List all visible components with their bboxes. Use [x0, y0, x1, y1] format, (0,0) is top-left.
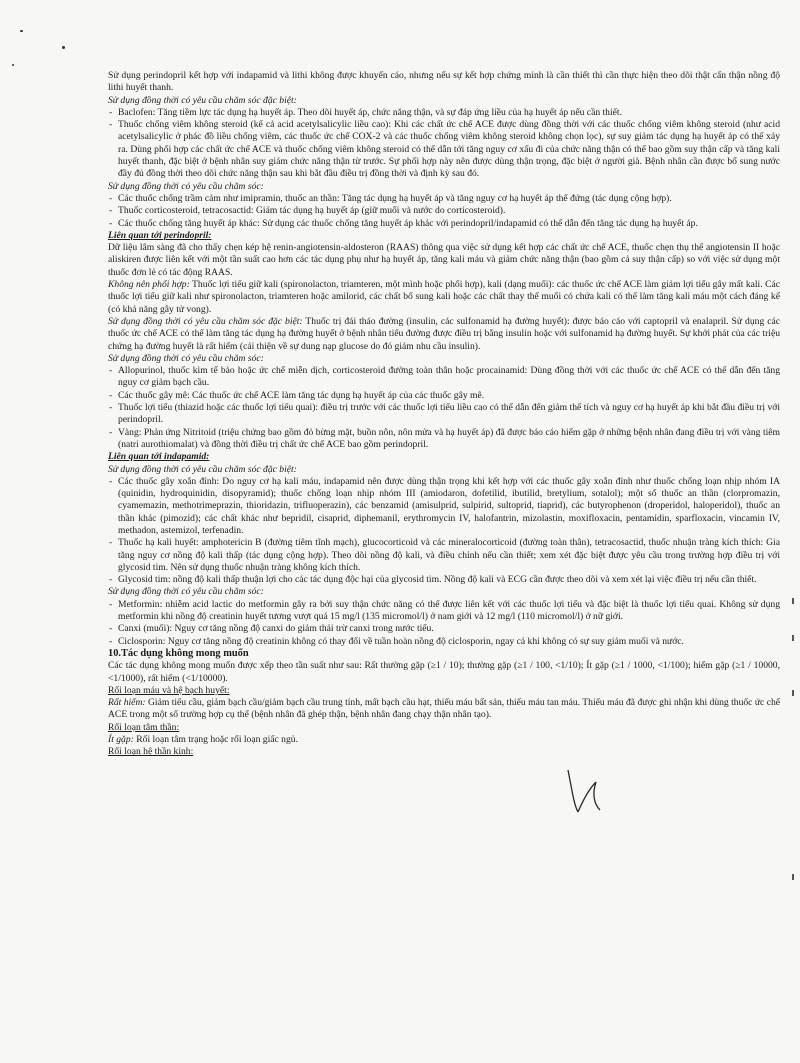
perindopril-special-care — [108, 316, 780, 353]
perindopril-not-recommended — [108, 279, 780, 316]
list-item: - Allopurinol, thuốc kìm tế bào hoặc ức chế miễn dịch, corticosteroid đường toàn thân hoặc procainamid: Dùng đồng thời với các thuốc ức chế ACE có thể dẫn đến tăng nguy cơ giảm bạch cầu. — [108, 365, 780, 390]
blood-disorders-body: Giảm tiểu cầu, giảm bạch cầu/giảm bạch cầu trung tính, mất bạch cầu hạt, thiếu máu bất sản, thiếu máu tan máu. Thiếu máu đã được ghi nhận khi dùng thuốc ức chế ACE trong một số trường hợp cụ thể (bệnh nhân đã ghép thận, bệnh nhân đang chạy thận nhân tạo). — [108, 697, 781, 721]
list-item: - Canxi (muối): Nguy cơ tăng nồng độ canxi do giảm thải trừ canxi trong nước tiểu. — [108, 623, 780, 635]
list-item: - Glycosid tim: nồng độ kali thấp thuận lợi cho các tác dụng độc hại của glycosid tim. Nồng độ kali và ECG cần được theo dõi và xem xét lại việc điều trị nếu cần thiết. — [108, 574, 780, 586]
psychiatric-disorders-title: Rối loạn tâm thần: — [108, 721, 180, 733]
subheading-special-care: Sử dụng đồng thời có yêu cầu chăm sóc đặc biệt: — [108, 463, 297, 475]
perindopril-care-list — [108, 365, 780, 451]
subheading-special-care: Sử dụng đồng thời có yêu cầu chăm sóc đặc biệt: — [108, 94, 297, 106]
intro-care-list — [108, 193, 780, 230]
list-item: - Thuốc chống viêm không steroid (kể cả acid acetylsalicylic liều cao): Khi các chất ức chế ACE được dùng đồng thời với các thuốc chống viêm không steroid (như acid acetylsalicylic ở phác đồ liều chống viêm, các thuốc ức chế COX-2 và các thuốc chống viêm không steroid không chọn lọc), sự suy giảm tác dụng hạ huyết áp có thể xảy ra. Dùng phối hợp các chất ức chế ACE và thuốc chống viêm không steroid có thể dẫn tới tăng nguy cơ xấu đi của chức năng thận có thể bao gồm suy thận cấp và tăng kali huyết thanh, đặc biệt ở bệnh nhân suy giảm chức năng thận từ trước. Sự phối hợp này nên được dùng thận trọng, đặc biệt ở người già. Bệnh nhân cần được bổ sung nước đầy đủ đồng thời theo dõi chức năng thận sau khi bắt đầu điều trị đồng thời và định kỳ sau đó. — [108, 119, 780, 180]
subheading-care: Sử dụng đồng thời có yêu cầu chăm sóc: — [108, 180, 264, 192]
list-item: - Thuốc lợi tiểu (thiazid hoặc các thuốc lợi tiểu quai): điều trị trước với các thuốc lợi tiểu liều cao có thể dẫn đến giảm thể tích và nguy cơ hạ huyết áp khi bắt đầu điều trị với perindopril. — [108, 402, 780, 427]
list-item: - Các thuốc gây xoắn đỉnh: Do nguy cơ hạ kali máu, indapamid nên được dùng thận trọng khi kết hợp với các thuốc gây xoắn đỉnh như thuốc chống loạn nhịp nhóm IA (quinidin, hydroquinidin, disopyramid); thuốc chống loạn nhịp nhóm III (amiodaron, dofetilid, ibutilid, bretylium, sotalol); một số thuốc an thần (clorpromazin, cyamemazin, methotrimeprazin, thioridazin, trifluoperazin), các benzamid (amisulprid, sulpirid, sultoprid, tiaprid), các butyrophenon (droperidol, haloperidol), thuốc an thần khác (pimozid); các chất khác như bepridil, cisaprid, diphemanil, erythromycin IV, halofantrin, mizolastin, moxifloxacin, pentamidin, sparfloxacin, vincamin IV, methadon, astemizol, terfenadin. — [108, 476, 780, 537]
indapamid-special-care-list — [108, 476, 780, 587]
section-title-perindopril: Liên quan tới perindopril: — [108, 229, 212, 241]
intro-paragraph: Sử dụng perindopril kết hợp với indapamid và lithi không được khuyến cáo, nhưng nếu sự kết hợp chứng minh là cần thiết thì cần thực hiện theo dõi thật cẩn thận nồng độ lithi huyết thanh. — [108, 70, 780, 94]
scan-edge-mark — [792, 690, 794, 696]
list-item: - Metformin: nhiễm acid lactic do metformin gây ra bởi suy thận chức năng có thể được liên kết với các thuốc lợi tiểu và đặc biệt là thuốc lợi tiểu quai. Không sử dụng metformin khi nồng độ creatinin huyết tương vượt quá 15 mg/l (135 micromol/l) ở nam giới và 12 mg/l (110 micromol/l) ở nữ giới. — [108, 599, 780, 624]
text-not-recommended: Thuốc lợi tiểu giữ kali (spironolacton, triamteren, một mình hoặc phối hợp), kali (dạng muối): các thuốc ức chế ACE làm giảm lợi tiểu gây mất kali. Các thuốc lợi tiểu giữ kali như spironolacton, triamteren hoặc amilorid, các chất bổ sung kali hoặc các chất thay thế muối có chứa kali có thể làm tăng kali máu một cách đáng kể (có khả năng gây tử vong). — [108, 279, 780, 315]
list-item: - Các thuốc chống trầm cảm như imipramin, thuốc an thần: Tăng tác dụng hạ huyết áp và tăng nguy cơ hạ huyết áp thế đứng (tác dụng cộng hợp). — [108, 193, 780, 205]
list-item: - Baclofen: Tăng tiềm lực tác dụng hạ huyết áp. Theo dõi huyết áp, chức năng thận, và sự đáp ứng liều của hạ huyết áp nếu cần thiết. — [108, 107, 780, 119]
subheading-care: Sử dụng đồng thời có yêu cầu chăm sóc: — [108, 352, 264, 364]
indapamid-care-list — [108, 599, 780, 648]
scan-edge-mark — [792, 635, 794, 641]
frequency-paragraph: Các tác dụng không mong muốn được xếp theo tần suất như sau: Rất thường gặp (≥1 / 10); thường gặp (≥1 / 100, <1/10); Ít gặp (≥1 / 1000, <1/100); hiếm gặp (≥1 / 10000, <1/1000), rất hiếm (<1/10000). — [108, 660, 780, 684]
list-item: - Ciclosporin: Nguy cơ tăng nồng độ creatinin không có thay đổi về tuần hoàn nồng độ ciclosporin, ngay cả khi không có sự suy giảm muối và nước. — [108, 636, 780, 648]
list-item: - Thuốc hạ kali huyết: amphotericin B (đường tiêm tĩnh mạch), glucocorticoid và các mineralocorticoid (đường toàn thân), tetracosactid, thuốc nhuận tràng kích thích: Gia tăng nguy cơ nồng độ kali thấp (tác dụng cộng hợp). Theo dõi nồng độ kali, và điều chỉnh nếu cần thiết; xem xét đặc biệt được yêu cầu trong trường hợp điều trị với glycosid tim. Nên sử dụng thuốc nhuận tràng không kích thích. — [108, 537, 780, 574]
document-page — [108, 70, 780, 759]
scan-speck — [62, 46, 65, 49]
label-very-rare: Rất hiếm: — [108, 697, 146, 709]
intro-special-care-list — [108, 107, 780, 181]
list-item: - Các thuốc gây mê: Các thuốc ức chế ACE làm tăng tác dụng hạ huyết áp của các thuốc gây mê. — [108, 390, 780, 402]
label-not-recommended: Không nên phối hợp: — [108, 279, 190, 291]
section-10-title: 10.Tác dụng không mong muốn — [108, 647, 249, 659]
list-item: - Vàng: Phản ứng Nitritoid (triệu chứng bao gồm đỏ bừng mặt, buồn nôn, nôn mửa và hạ huyết áp) đã được báo cáo hiếm gặp ở những bệnh nhân đang điều trị với vàng tiêm (natri aurothiomalat) và đồng thời điều trị chất ức chế ACE bao gồm perindopril. — [108, 427, 780, 452]
scan-speck — [12, 64, 14, 66]
label-special-care: Sử dụng đồng thời có yêu cầu chăm sóc đặc biệt: — [108, 315, 303, 327]
psychiatric-disorders-body: Rối loạn tâm trạng hoặc rối loạn giấc ngủ. — [133, 734, 298, 746]
section-title-indapamid: Liên quan tới indapamid: — [108, 451, 210, 463]
nervous-system-title: Rối loạn hệ thần kinh: — [108, 746, 194, 758]
scan-edge-mark — [792, 874, 794, 880]
scan-speck — [20, 30, 23, 32]
text-special-care: Thuốc trị đái tháo đường (insulin, các sulfonamid hạ đường huyết): được báo cáo với captopril và enalapril. Sử dụng các thuốc ức chế ACE có thể làm tăng tác dụng hạ đường huyết ở bệnh nhân tiểu đường được điều trị bằng insulin hoặc với sulfonamid hạ đường huyết. Sự khởi phát của các triệu chứng hạ đường huyết là rất hiếm (cải thiện về sự dung nạp glucose do đó giảm nhu cầu insulin). — [108, 315, 780, 352]
blood-disorders-text — [108, 697, 780, 722]
psychiatric-disorders-text — [108, 734, 780, 746]
scan-edge-mark — [792, 598, 794, 604]
list-item: - Các thuốc chống tăng huyết áp khác: Sử dụng các thuốc chống tăng huyết áp khác với perindopril/indapamid có thể dẫn đến tăng tác dụng hạ huyết áp. — [108, 218, 780, 230]
subheading-care: Sử dụng đồng thời có yêu cầu chăm sóc: — [108, 586, 264, 598]
label-uncommon: Ít gặp: — [108, 734, 134, 746]
perindopril-raas-paragraph: Dữ liệu lâm sàng đã cho thấy chẹn kép hệ renin-angiotensin-aldosteron (RAAS) thông qua việc sử dụng kết hợp các chất ức chế ACE, thuốc chẹn thụ thể angiotensin II hoặc aliskiren được liên kết với một tần suất cao hơn các tác dụng phụ như hạ huyết áp, tăng kali máu và giảm chức năng thận (bao gồm cả suy thận cấp) so với việc sử dụng một thuốc đơn lẻ có tác động RAAS. — [108, 242, 780, 278]
handwritten-signature-mark — [560, 760, 630, 820]
blood-disorders-title: Rối loạn máu và hệ bạch huyết: — [108, 684, 230, 696]
list-item: - Thuốc corticosteroid, tetracosactid: Giảm tác dụng hạ huyết áp (giữ muối và nước do corticosteroid). — [108, 205, 780, 217]
